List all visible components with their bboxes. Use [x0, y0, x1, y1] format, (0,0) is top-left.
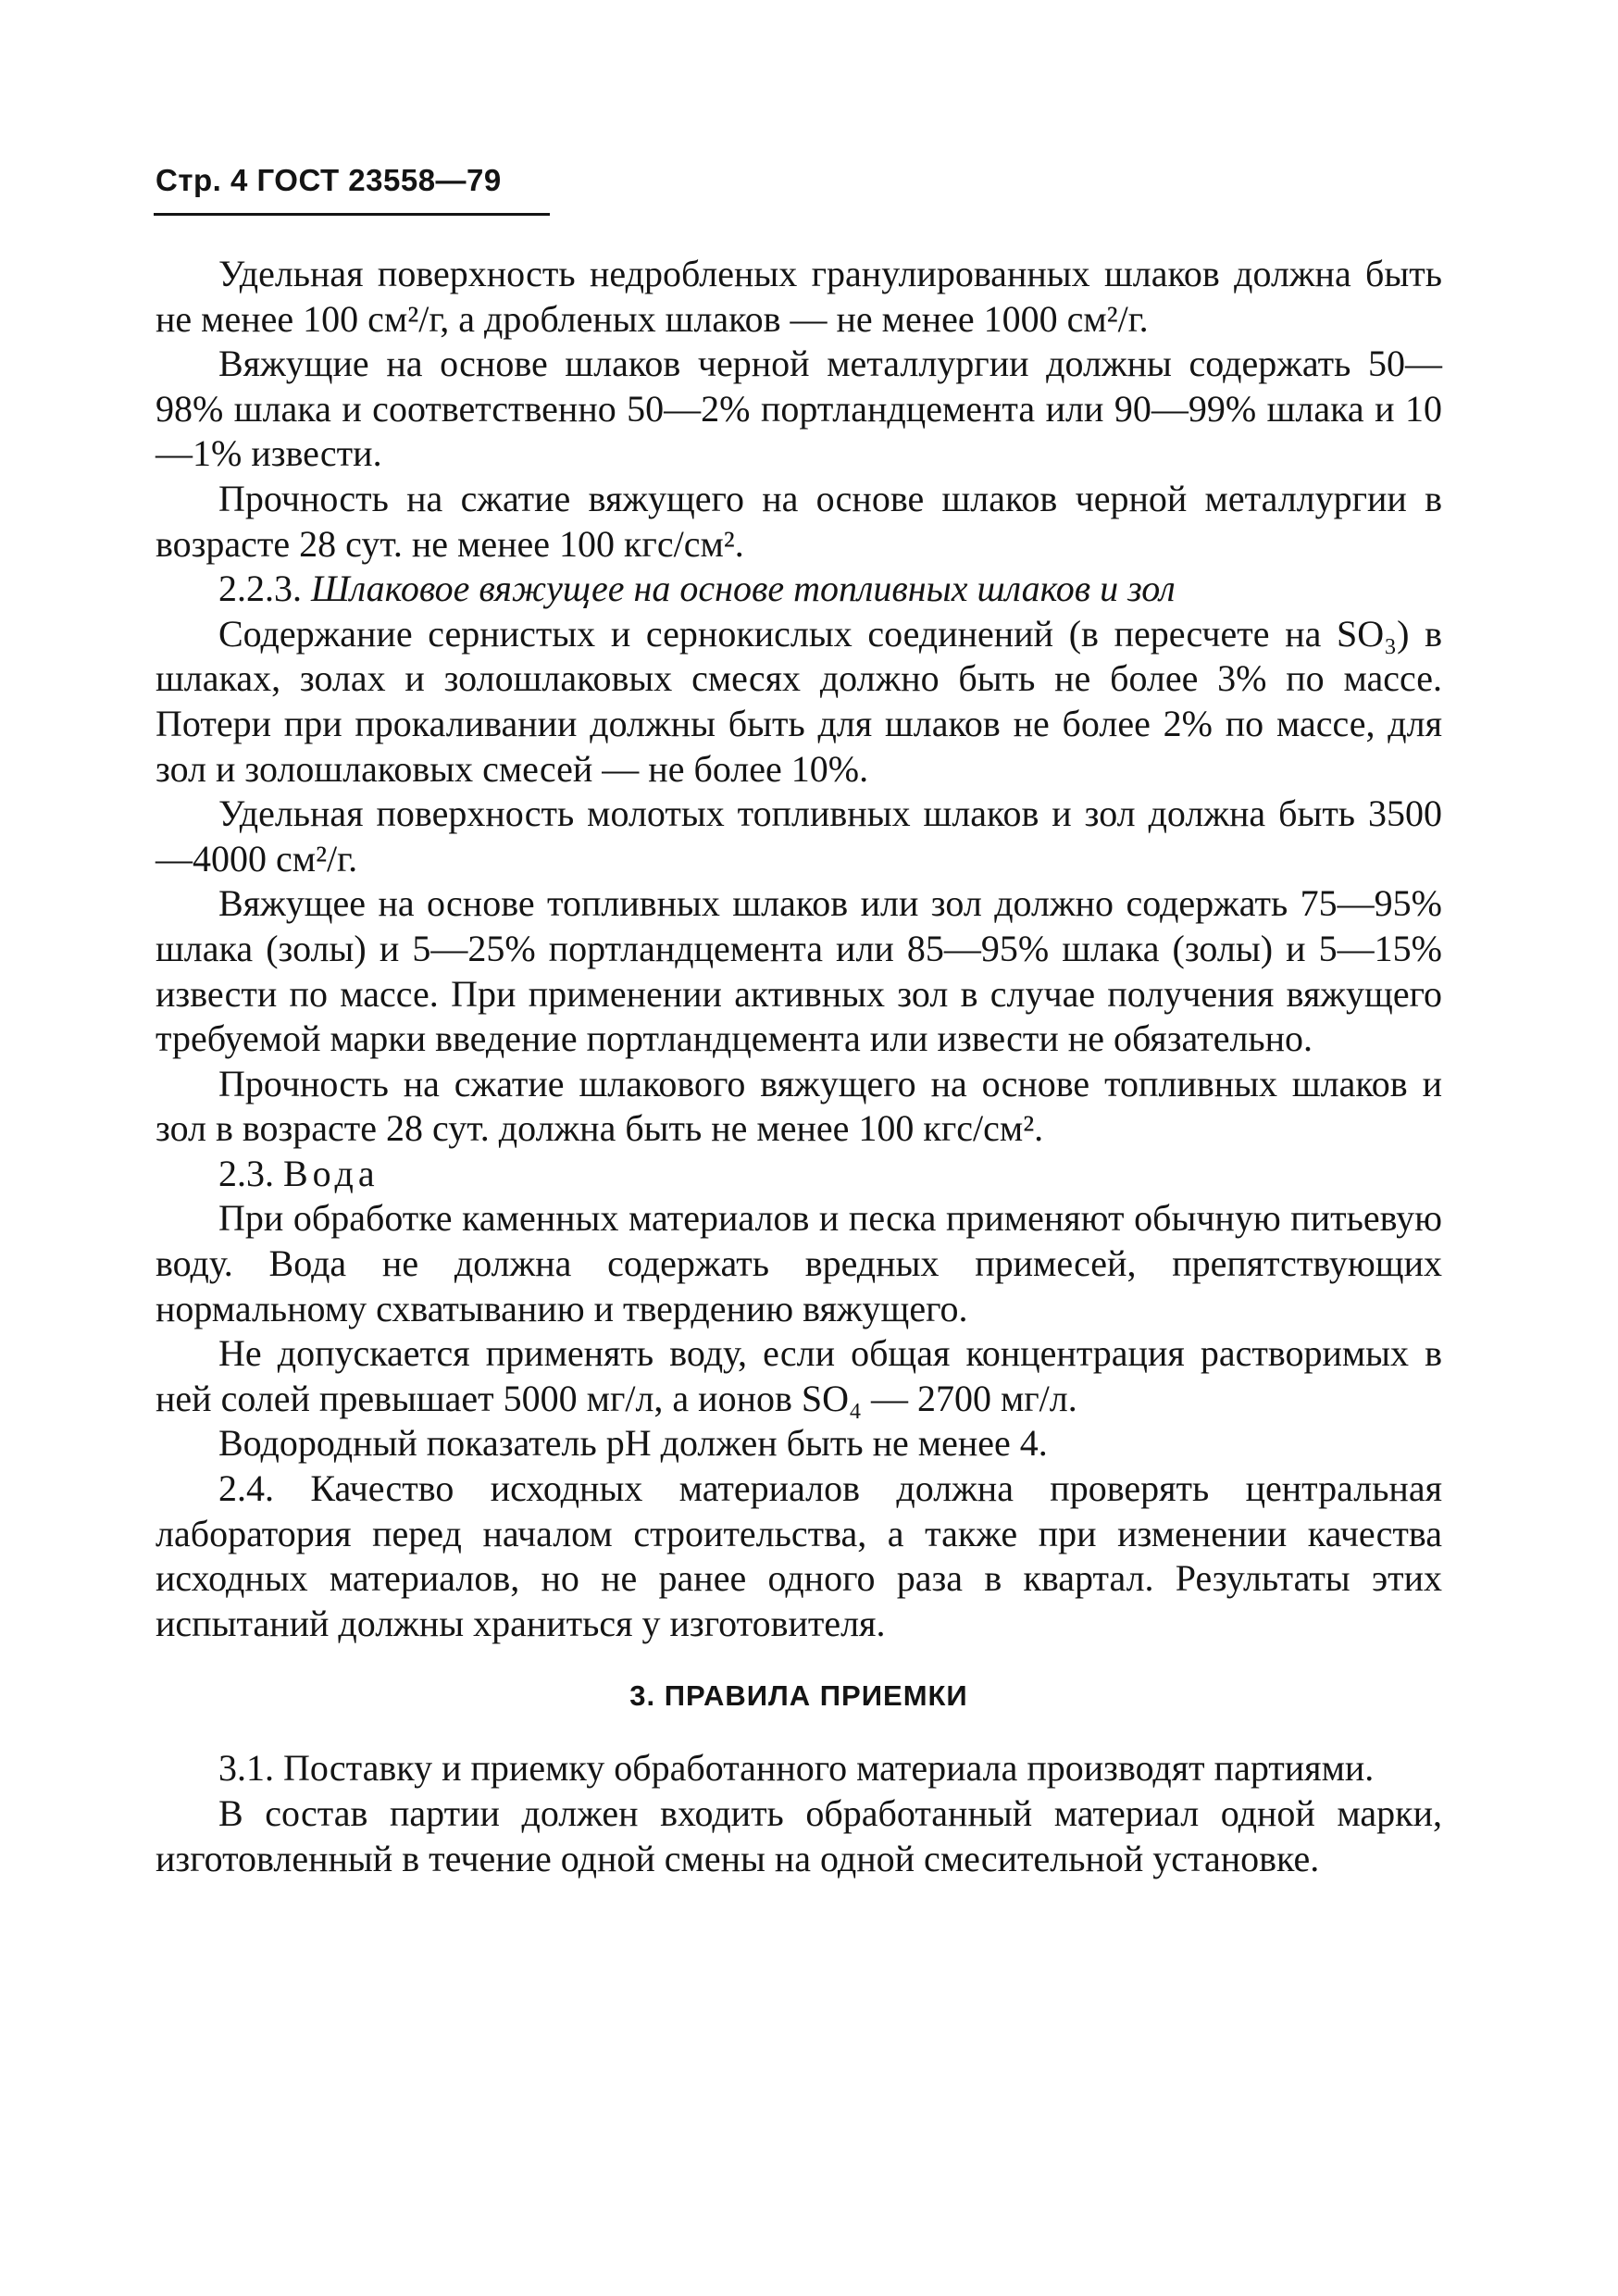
- paragraph-fuel-slag-surface: Удельная поверхность молотых топливных шлаков и зол должна быть 3500—4000 см²/г.: [156, 792, 1442, 880]
- paragraph-fuel-slag-binder-strength: Прочность на сжатие шлакового вяжущего на основе топливных шлаков и зол в возрасте 28 сут. должна быть не менее 100 кгс/см².: [156, 1062, 1442, 1150]
- paragraph-sulfur-compounds: Содержание сернистых и сернокислых соединений (в пересчете на SO₃) в шлаках, золах и золошлаковых смесях должно быть не более 3% по массе. Потери при прокаливании должны быть для шлаков не более 2% по массе, для зол и золошлаковых смесей — не более 10%.: [156, 612, 1442, 790]
- subsection-number: 2.2.3.: [218, 568, 302, 610]
- paragraph-fuel-slag-binder-composition: Вяжущее на основе топливных шлаков или зол должно содержать 75—95% шлака (золы) и 5—25% портландцемента или 85—95% шлака (золы) и 5—15% извести по массе. При применении активных зол в случае получения вяжущего требуемой марки введение портландцемента или извести не обязательно.: [156, 882, 1442, 1060]
- section-heading-acceptance-rules: 3. ПРАВИЛА ПРИЕМКИ: [629, 1679, 968, 1713]
- subsection-title: Шлаковое вяжущее на основе топливных шлаков и зол: [311, 568, 1176, 610]
- subsection-title: Вода: [283, 1152, 380, 1194]
- subsection-heading-2-3: [156, 1152, 1442, 1197]
- subsection-heading-2-2-3: [156, 567, 1442, 612]
- paragraph-quality-control: 2.4. Качество исходных материалов должна проверять центральная лаборатория перед началом строительства, а также при изменении качества исходных материалов, но не ранее одного раза в квартал. Результаты этих испытаний должны храниться у изготовителя.: [156, 1467, 1442, 1644]
- header-rule: [154, 213, 550, 216]
- paragraph-water-ph: Водородный показатель pH должен быть не менее 4.: [218, 1422, 1048, 1465]
- paragraph-batch-composition: В состав партии должен входить обработанный материал одной марки, изготовленный в течение одной смены на одной смесительной установке.: [156, 1792, 1442, 1879]
- paragraph-slag-binder-composition: Вяжущие на основе шлаков черной металлургии должны содержать 50—98% шлака и соответственно 50—2% портландцемента или 90—99% шлака и 10—1% извести.: [156, 343, 1442, 475]
- paragraph-water-salts: Не допускается применять воду, если общая концентрация растворимых в ней солей превышает 5000 мг/л, а ионов SO₄ — 2700 мг/л.: [156, 1332, 1442, 1419]
- paragraph-delivery-batches: 3.1. Поставку и приемку обработанного материала производят партиями.: [218, 1747, 1375, 1790]
- document-body: [156, 252, 1442, 1881]
- paragraph-specific-surface-slag: Удельная поверхность недробленых гранулированных шлаков должна быть не менее 100 см²/г, а дробленых шлаков — не менее 1000 см²/г.: [156, 253, 1442, 340]
- page-header: Стр. 4 ГОСТ 23558—79: [156, 163, 502, 197]
- subsection-number: 2.3.: [218, 1152, 274, 1194]
- paragraph-slag-binder-strength: Прочность на сжатие вяжущего на основе шлаков черной металлургии в возрасте 28 сут. не менее 100 кгс/см².: [156, 477, 1442, 565]
- paragraph-water-quality: При обработке каменных материалов и песка применяют обычную питьевую воду. Вода не должна содержать вредных примесей, препятствующих нормальному схватыванию и твердению вяжущего.: [156, 1197, 1442, 1329]
